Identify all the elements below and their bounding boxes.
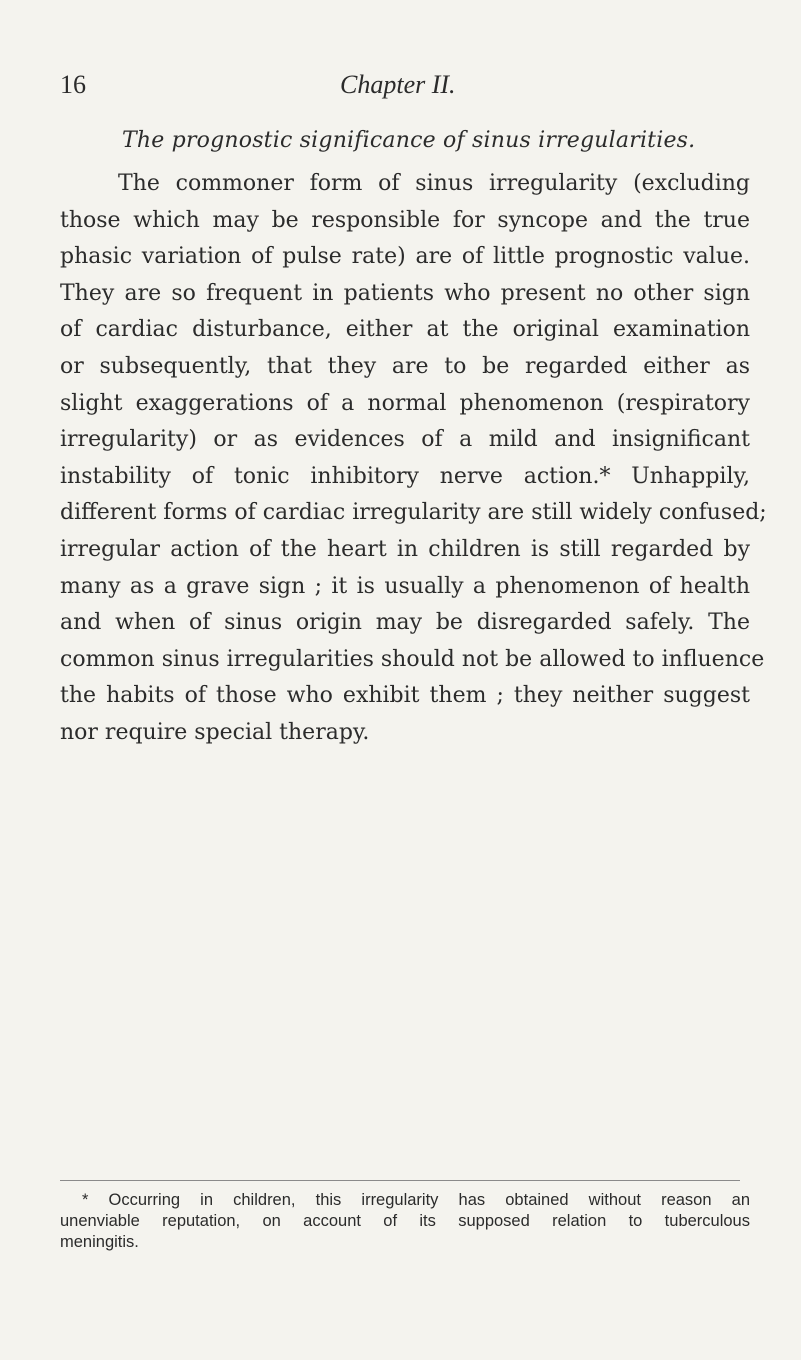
paragraph-line: the habits of those who exhibit them ; they neither suggest xyxy=(60,683,750,709)
footnote-line: unenviable reputation, on account of its supposed relation to tuberculous xyxy=(60,1212,750,1230)
paragraph-line: and when of sinus origin may be disregarded safely. The xyxy=(60,610,750,636)
paragraph-line: phasic variation of pulse rate) are of little prognostic value. xyxy=(60,244,750,270)
running-head: Chapter II. xyxy=(340,70,456,99)
paragraph-line: or subsequently, that they are to be regarded either as xyxy=(60,353,750,379)
paragraph-line: those which may be responsible for syncope and the true xyxy=(60,207,750,233)
paragraph-line: of cardiac disturbance, either at the original examination xyxy=(60,317,750,343)
paragraph-line: irregularity) or as evidences of a mild and insignificant xyxy=(60,427,750,453)
body-paragraph xyxy=(60,166,767,752)
footnote-line: * Occurring in children, this irregularity has obtained without reason an xyxy=(82,1191,750,1209)
page-number: 16 xyxy=(60,70,86,99)
paragraph-line: They are so frequent in patients who present no other sign xyxy=(60,280,750,306)
paragraph-line: different forms of cardiac irregularity are still widely confused; xyxy=(60,500,767,526)
footnote-line: meningitis. xyxy=(60,1233,139,1251)
paragraph-line: common sinus irregularities should not be allowed to influence xyxy=(60,646,765,672)
footnote-divider xyxy=(60,1180,740,1181)
paragraph-line: many as a grave sign ; it is usually a phenomenon of health xyxy=(60,573,750,599)
page-header xyxy=(60,70,740,110)
footnote xyxy=(60,1190,750,1253)
paragraph-line: slight exaggerations of a normal phenomenon (respiratory xyxy=(60,390,750,416)
paragraph-line: The commoner form of sinus irregularity (excluding xyxy=(118,171,750,196)
section-title: The prognostic significance of sinus irregularities. xyxy=(122,128,696,153)
paragraph-line: instability of tonic inhibitory nerve action.* Unhappily, xyxy=(60,463,750,489)
paragraph-line: irregular action of the heart in children is still regarded by xyxy=(60,536,750,562)
paragraph-line: nor require special therapy. xyxy=(60,719,370,745)
